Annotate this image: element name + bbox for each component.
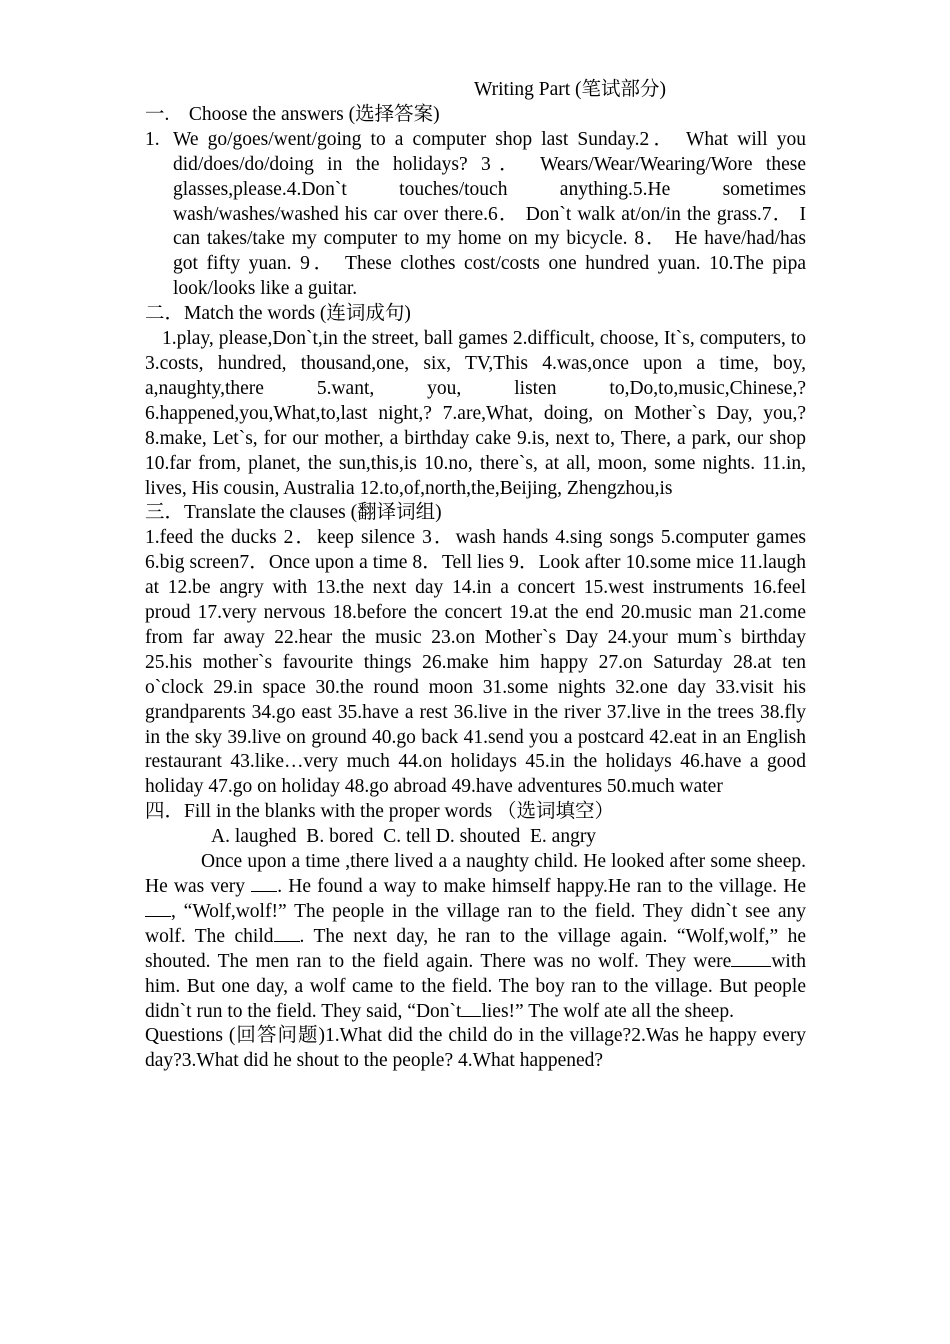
page-title: Writing Part (笔试部分) [474, 79, 667, 100]
story-part-6: lies!” The wolf ate all the sheep. [481, 1000, 734, 1022]
word-options: A. laughed B. bored C. tell D. shouted E. angry [211, 826, 597, 848]
story-part-3: , “Wolf,wolf!” The people in the village ran to the field. They didn`t see any wolf. The child [145, 900, 806, 947]
story-part-1: Once upon a time ,there lived a a naughty child. He looked after some sheep. He was very [145, 851, 806, 897]
section4-heading: 四．Fill in the blanks with the proper words （选词填空） [145, 801, 615, 823]
blank-4[interactable] [731, 950, 771, 967]
section2-heading: 二．Match the words (连词成句) [145, 303, 411, 325]
story-part-2: . He found a way to make himself happy.He ran to the village. He [277, 876, 806, 897]
questions-text: Questions (回答问题)1.What did the child do in the village?2.Was he happy every day?3.What did he shout to the people? 4.What happened? [145, 1025, 806, 1072]
blank-3[interactable] [274, 925, 300, 942]
story-paragraph [145, 850, 806, 1024]
section1-heading: 一. Choose the answers (选择答案) [145, 103, 440, 125]
section2-text: 1.play, please,Don`t,in the street, ball games 2.difficult, choose, It`s, computers, to 3.costs, hundred, thousand,one, six, TV,This 4.was,once upon a time, boy, a,naughty,there 5.want, you, listen to,Do,to,music,Chinese,? 6.happened,you,What,to,last night,? 7.are,What, doing, on Mother`s Day, you,? 8.make, Let`s, for our mother, a birthday cake 9.is, next to, There, a park, our shop 10.far from, planet, the sun,this,is 10.no, there`s, at all, moon, some nights. 11.in, lives, His cousin, Australia 12.to,of,north,the,Beijing, Zhengzhou,is [145, 328, 806, 499]
worksheet-content [145, 78, 806, 1074]
section1-number: 1. [145, 128, 160, 150]
blank-5[interactable] [461, 1000, 481, 1017]
section3-heading: 三．Translate the clauses (翻译词组) [145, 502, 442, 524]
blank-2[interactable] [145, 900, 171, 917]
section1-text: We go/goes/went/going to a computer shop last Sunday.2． What will you did/does/do/doing in the holidays? 3． Wears/Wear/Wearing/Wore these glasses,please.4.Don`t touches/touch anything.5.He sometimes wash/washes/washed his car over there.6． Don`t walk at/on/in the grass.7． I can takes/take my computer to my home on my bicycle. 8． He have/had/has got fifty yuan. 9． These clothes cost/costs one hundred yuan. 10.The pipa look/looks like a guitar. [173, 128, 806, 300]
story-part-5: with him. But one day, a wolf came to the field. The boy ran to the village. But people didn`t run to the field. They said, “Don`t [145, 950, 806, 1022]
section3-text: 1.feed the ducks 2．keep silence 3．wash hands 4.sing songs 5.computer games 6.big screen7．Once upon a time 8．Tell lies 9．Look after 10.some mice 11.laugh at 12.be angry with 13.the next day 14.in a concert 15.west instruments 16.feel proud 17.very nervous 18.before the concert 19.at the end 20.music man 21.come from far away 22.hear the music 23.on Mother`s Day 24.your mum`s birthday 25.his mother`s favourite things 26.make him happy 27.on Saturday 28.at ten o`clock 29.in space 30.the round moon 31.some nights 32.one day 33.visit his grandparents 34.go east 35.have a rest 36.live in the river 37.live in the trees 38.fly in the sky 39.live on ground 40.go back 41.send you a postcard 42.eat in an English restaurant 43.like…very much 44.on holidays 45.in the holidays 46.have a good holiday 47.go on holiday 48.go abroad 49.have adventures 50.much water [145, 527, 806, 798]
story-part-4: . The next day, he ran to the village again. “Wolf,wolf,” he shouted. The men ran to the field again. There was no wolf. They were [145, 925, 806, 972]
section1-body [145, 128, 806, 302]
blank-1[interactable] [251, 875, 277, 892]
